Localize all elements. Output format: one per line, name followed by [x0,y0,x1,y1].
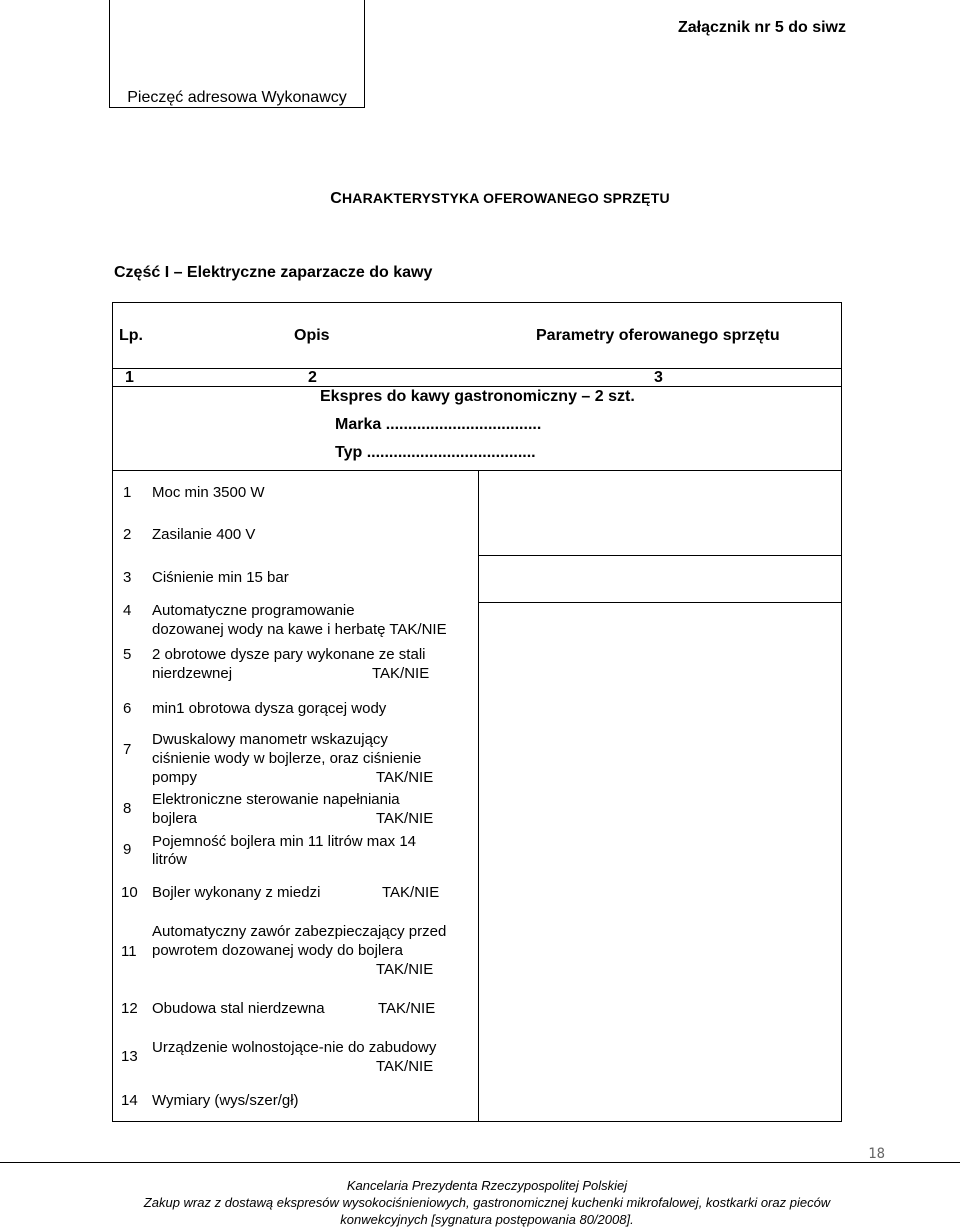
device-typ: Typ ...................................... [335,444,536,461]
header-params: Parametry oferowanego sprzętu [536,327,780,344]
row-5-tak: TAK/NIE [372,665,430,682]
row-11-lp: 11 [121,943,137,960]
column-number-3: 3 [654,369,663,386]
page-number: 18 [868,1146,885,1162]
footer-rule [0,1162,960,1163]
row-1-lp: 1 [123,484,132,501]
params-separator-2 [478,555,842,556]
row-7-line3: pompy [152,769,198,786]
document-title-rest: HARAKTERYSTYKA OFEROWANEGO SPRZĘTU [341,190,670,206]
row-8-line2: bojlera [152,810,198,827]
row-7-lp: 7 [123,741,132,758]
device-separator [112,470,478,471]
column-number-2: 2 [308,369,317,386]
row-2-lp: 2 [123,526,132,543]
row-8-tak: TAK/NIE [376,810,434,827]
row-4-line1: Automatyczne programowanie [152,602,355,619]
annex-label: Załącznik nr 5 do siwz [677,19,846,36]
row-12-lp: 12 [121,1000,138,1017]
row-13-lp: 13 [121,1048,138,1065]
column-number-1: 1 [125,369,134,386]
header-lp: Lp. [119,327,143,344]
row-11-line2: powrotem dozowanej wody do bojlera [152,942,403,959]
table-border-bottom [112,1121,842,1122]
row-10-opis: Bojler wykonany z miedzi [152,884,321,901]
row-10-tak: TAK/NIE [382,884,440,901]
row-3-opis: Ciśnienie min 15 bar [152,569,289,586]
row-10-lp: 10 [121,884,138,901]
stamp-label: Pieczęć adresowa Wykonawcy [127,89,347,106]
row-4-line2: dozowanej wody na kawe i herbatę TAK/NIE [152,621,447,638]
row-9-line2: litrów [152,851,188,868]
row-8-line1: Elektroniczne sterowanie napełniania [152,791,400,808]
footer [0,1177,960,1228]
row-5-lp: 5 [123,646,132,663]
row-6-lp: 6 [123,700,132,717]
row-5-line1: 2 obrotowe dysze pary wykonane ze stali [152,646,426,663]
row-5-line2: nierdzewnej [152,665,233,682]
row-11-line1: Automatyczny zawór zabezpieczający przed [152,923,447,940]
row-4-lp: 4 [123,602,132,619]
params-column-divider [478,470,479,1122]
row-13-tak: TAK/NIE [376,1058,434,1075]
document-title [0,190,960,208]
row-7-line2: ciśnienie wody w bojlerze, oraz ciśnienie [152,750,422,767]
row-14-opis: Wymiary (wys/szer/gł) [152,1092,299,1109]
equipment-table [112,302,842,1122]
row-12-tak: TAK/NIE [378,1000,436,1017]
table-border-top [112,302,842,303]
part-title: Część I – Elektryczne zaparzacze do kawy [114,264,433,281]
row-12-opis: Obudowa stal nierdzewna [152,1000,325,1017]
footer-line-2: Zakup wraz z dostawą ekspresów wysokociśnieniowych, gastronomicznej kuchenki mikrofalowej, kostkarki oraz pieców [143,1195,831,1210]
params-separator-3 [478,602,842,603]
footer-line-1: Kancelaria Prezydenta Rzeczypospolitej Polskiej [346,1178,628,1193]
table-border-right [841,302,842,1122]
row-6-opis: min1 obrotowa dysza gorącej wody [152,700,387,717]
row-3-lp: 3 [123,569,132,586]
header-separator [112,368,842,369]
row-1-opis: Moc min 3500 W [152,484,265,501]
row-9-lp: 9 [123,841,132,858]
row-9-line1: Pojemność bojlera min 11 litrów max 14 [152,833,417,850]
row-2-opis: Zasilanie 400 V [152,526,256,543]
header-opis: Opis [294,327,330,344]
document-title-initial: C [330,190,342,207]
row-7-tak: TAK/NIE [376,769,434,786]
table-border-left [112,302,113,1122]
row-11-tak: TAK/NIE [376,961,434,978]
device-marka: Marka ................................... [335,416,542,433]
row-8-lp: 8 [123,800,132,817]
row-14-lp: 14 [121,1092,138,1109]
row-13-opis: Urządzenie wolnostojące-nie do zabudowy [152,1039,437,1056]
device-title: Ekspres do kawy gastronomiczny – 2 szt. [320,388,635,405]
row-7-line1: Dwuskalowy manometr wskazujący [152,731,388,748]
params-separator-1 [478,470,842,471]
footer-line-3: konwekcyjnych [sygnatura postępowania 80/2008]. [340,1212,634,1227]
